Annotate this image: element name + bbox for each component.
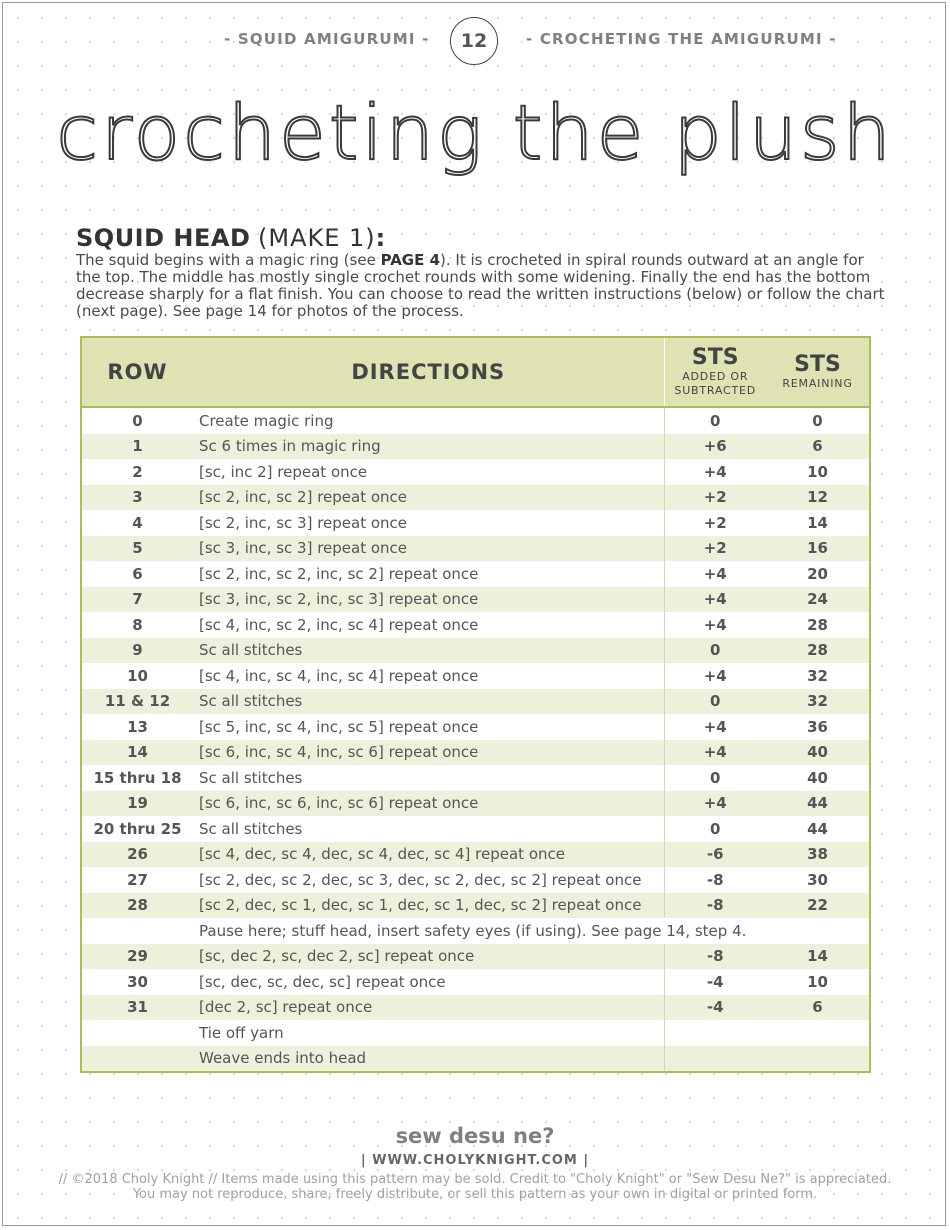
row-sts-remaining: 44	[807, 819, 828, 838]
table-row	[81, 663, 870, 689]
row-sts-added: 0	[710, 411, 721, 430]
footer-website: | WWW.CHOLYKNIGHT.COM |	[360, 1153, 590, 1168]
row-number: 19	[81, 791, 193, 817]
table-row	[81, 1046, 870, 1073]
row-sts-added: -4	[664, 995, 766, 1021]
row-number	[81, 1020, 193, 1046]
row-sts-remaining: 28	[807, 615, 828, 634]
row-directions: [sc 4, inc, sc 4, inc, sc 4] repeat once	[193, 663, 664, 689]
row-directions: [sc 3, inc, sc 2, inc, sc 3] repeat once	[193, 587, 664, 613]
row-directions: [sc 4, inc, sc 2, inc, sc 4] repeat once	[193, 612, 664, 638]
row-directions: Sc all stitches	[193, 816, 664, 842]
row-number: 29	[81, 944, 193, 970]
row-sts-added: -8	[664, 944, 766, 970]
row-number: 1	[81, 434, 193, 460]
row-sts-added: -8	[706, 870, 724, 889]
row-directions: [sc 5, inc, sc 4, inc, sc 5] repeat once	[193, 714, 664, 740]
footer-copyright-line1: // ©2018 Choly Knight // Items made using this pattern may be sold. Credit to "Choly Knight" or "Sew Desu Ne?" is appreciated.	[58, 1172, 892, 1187]
table-header-row	[81, 337, 870, 407]
table-row	[81, 510, 870, 536]
table-row	[81, 816, 870, 842]
row-directions: Sc 6 times in magic ring	[193, 434, 664, 460]
section-intro	[76, 252, 886, 320]
table-row	[81, 944, 870, 970]
header-row: ROW	[81, 337, 193, 407]
row-sts-added: +4	[664, 791, 766, 817]
row-sts-remaining: 10	[807, 972, 828, 991]
table-row	[81, 561, 870, 587]
row-number: 10	[127, 666, 148, 685]
table-row	[81, 434, 870, 460]
row-sts-added: -6	[664, 842, 766, 868]
row-number: 27	[127, 870, 148, 889]
row-sts-remaining: 36	[807, 717, 828, 736]
header-sts-added: STS ADDED OR SUBTRACTED	[664, 337, 766, 407]
row-number: 6	[132, 564, 143, 583]
row-sts-remaining: 0	[812, 411, 823, 430]
table-row	[81, 918, 870, 944]
row-sts-added: 0	[710, 768, 721, 787]
header-sts-remaining: STS REMAINING	[766, 337, 870, 407]
table-row	[81, 638, 870, 664]
row-number: 28	[81, 893, 193, 919]
row-sts-remaining: 32	[766, 689, 870, 715]
row-directions: [sc, dec, sc, dec, sc] repeat once	[193, 969, 664, 995]
table-row	[81, 587, 870, 613]
row-sts-remaining: 24	[766, 587, 870, 613]
row-sts-added: +4	[703, 615, 727, 634]
row-sts-added	[664, 1046, 766, 1073]
row-sts-added	[664, 1020, 766, 1046]
row-directions: [sc 4, dec, sc 4, dec, sc 4, dec, sc 4] repeat once	[193, 842, 664, 868]
row-number: 14	[81, 740, 193, 766]
row-sts-added: 0	[664, 638, 766, 664]
row-sts-remaining: 6	[766, 995, 870, 1021]
table-row	[81, 969, 870, 995]
row-sts-remaining: 20	[807, 564, 828, 583]
row-directions: [sc, dec 2, sc, dec 2, sc] repeat once	[193, 944, 664, 970]
row-sts-remaining: 32	[807, 666, 828, 685]
footer-brand: sew desu ne?	[395, 1124, 555, 1148]
row-sts-remaining: 14	[807, 513, 828, 532]
row-sts-added: +2	[703, 513, 727, 532]
row-number: 5	[81, 536, 193, 562]
row-sts-remaining: 22	[766, 893, 870, 919]
row-directions: Sc all stitches	[193, 638, 664, 664]
row-number: 3	[81, 485, 193, 511]
row-directions: [sc 2, inc, sc 2] repeat once	[193, 485, 664, 511]
row-sts-added: +4	[703, 462, 727, 481]
row-directions: [sc 3, inc, sc 3] repeat once	[193, 536, 664, 562]
row-sts-remaining: 6	[766, 434, 870, 460]
table-row	[81, 842, 870, 868]
row-directions: [dec 2, sc] repeat once	[193, 995, 664, 1021]
row-number: 11 & 12	[81, 689, 193, 715]
row-sts-added: +4	[703, 564, 727, 583]
intro-page-reference: PAGE 4	[380, 251, 441, 269]
row-sts-remaining: 38	[766, 842, 870, 868]
section-title-bold: SQUID HEAD	[76, 224, 251, 252]
row-sts-added: +4	[703, 717, 727, 736]
row-number: 13	[127, 717, 148, 736]
row-sts-added: -4	[706, 972, 724, 991]
row-number: 20 thru 25	[93, 819, 182, 838]
row-number: 9	[81, 638, 193, 664]
intro-text-before: The squid begins with a magic ring (see	[76, 251, 381, 269]
table-row	[81, 714, 870, 740]
row-sts-remaining: 14	[766, 944, 870, 970]
row-directions: Tie off yarn	[193, 1020, 664, 1046]
page-title: crocheting the plush	[56, 88, 894, 177]
row-directions: [sc 2, dec, sc 2, dec, sc 3, dec, sc 2, dec, sc 2] repeat once	[193, 867, 664, 893]
table-row	[81, 612, 870, 638]
table-row	[81, 791, 870, 817]
table-row	[81, 407, 870, 434]
row-sts-added: +4	[664, 587, 766, 613]
row-sts-added: +2	[664, 485, 766, 511]
row-number: 2	[132, 462, 143, 481]
row-sts-remaining: 30	[807, 870, 828, 889]
row-sts-added: -8	[664, 893, 766, 919]
row-sts-added: 0	[710, 819, 721, 838]
row-number: 7	[81, 587, 193, 613]
row-directions: Pause here; stuff head, insert safety eyes (if using). See page 14, step 4.	[199, 921, 747, 940]
header-chapter-name: - CROCHETING THE AMIGURUMI -	[526, 30, 837, 48]
row-directions: [sc, inc 2] repeat once	[193, 459, 664, 485]
pattern-table	[80, 336, 871, 1073]
header-directions: DIRECTIONS	[193, 337, 664, 407]
table-row	[81, 536, 870, 562]
row-sts-remaining: 10	[807, 462, 828, 481]
row-directions: Sc all stitches	[193, 689, 664, 715]
table-row	[81, 765, 870, 791]
row-directions: [sc 2, inc, sc 2, inc, sc 2] repeat once	[193, 561, 664, 587]
section-title	[76, 224, 386, 252]
row-sts-remaining: 44	[766, 791, 870, 817]
row-number: 30	[127, 972, 148, 991]
row-number: 8	[132, 615, 143, 634]
intro-text-after: ). It is crocheted in spiral rounds outward at an angle for the top. The middle has mostly single crochet rounds with some widening. Finally the end has the bottom decrease sharply for a flat finish. You can choose to read the written instructions (below) or follow the chart (next page). See page 14 for photos of the process.	[76, 251, 885, 320]
table-body	[81, 407, 870, 1072]
table-row	[81, 485, 870, 511]
row-sts-remaining: 16	[766, 536, 870, 562]
row-sts-remaining: 28	[766, 638, 870, 664]
row-sts-remaining: 40	[807, 768, 828, 787]
table-row	[81, 740, 870, 766]
row-sts-remaining	[766, 1020, 870, 1046]
row-sts-added: +4	[664, 740, 766, 766]
row-number: 26	[81, 842, 193, 868]
header-pattern-name: - SQUID AMIGURUMI -	[224, 30, 430, 48]
table-row	[81, 995, 870, 1021]
table-row	[81, 1020, 870, 1046]
table-row	[81, 689, 870, 715]
table-row	[81, 867, 870, 893]
row-number: 4	[132, 513, 143, 532]
footer-copyright-line2: You may not reproduce, share, freely distribute, or sell this pattern as your own in digital or printed form.	[132, 1187, 818, 1202]
row-number: 0	[132, 411, 143, 430]
table-row	[81, 459, 870, 485]
row-sts-remaining: 12	[766, 485, 870, 511]
row-number	[81, 918, 193, 944]
row-directions: [sc 2, dec, sc 1, dec, sc 1, dec, sc 1, dec, sc 2] repeat once	[193, 893, 664, 919]
row-sts-remaining	[766, 1046, 870, 1073]
row-sts-added: +6	[664, 434, 766, 460]
row-directions: Weave ends into head	[193, 1046, 664, 1073]
row-sts-added: +2	[664, 536, 766, 562]
row-sts-added: +4	[703, 666, 727, 685]
section-title-sub: (MAKE 1)	[258, 224, 376, 252]
section-title-colon: :	[375, 224, 386, 252]
row-directions: [sc 2, inc, sc 3] repeat once	[193, 510, 664, 536]
row-number: 31	[81, 995, 193, 1021]
page-number-badge: 12	[450, 17, 498, 65]
table-row	[81, 893, 870, 919]
row-directions: Create magic ring	[193, 407, 664, 434]
row-number: 15 thru 18	[93, 768, 182, 787]
row-sts-added: 0	[664, 689, 766, 715]
row-sts-remaining: 40	[766, 740, 870, 766]
row-directions: [sc 6, inc, sc 4, inc, sc 6] repeat once	[193, 740, 664, 766]
row-number	[81, 1046, 193, 1073]
row-directions: Sc all stitches	[193, 765, 664, 791]
row-directions: [sc 6, inc, sc 6, inc, sc 6] repeat once	[193, 791, 664, 817]
